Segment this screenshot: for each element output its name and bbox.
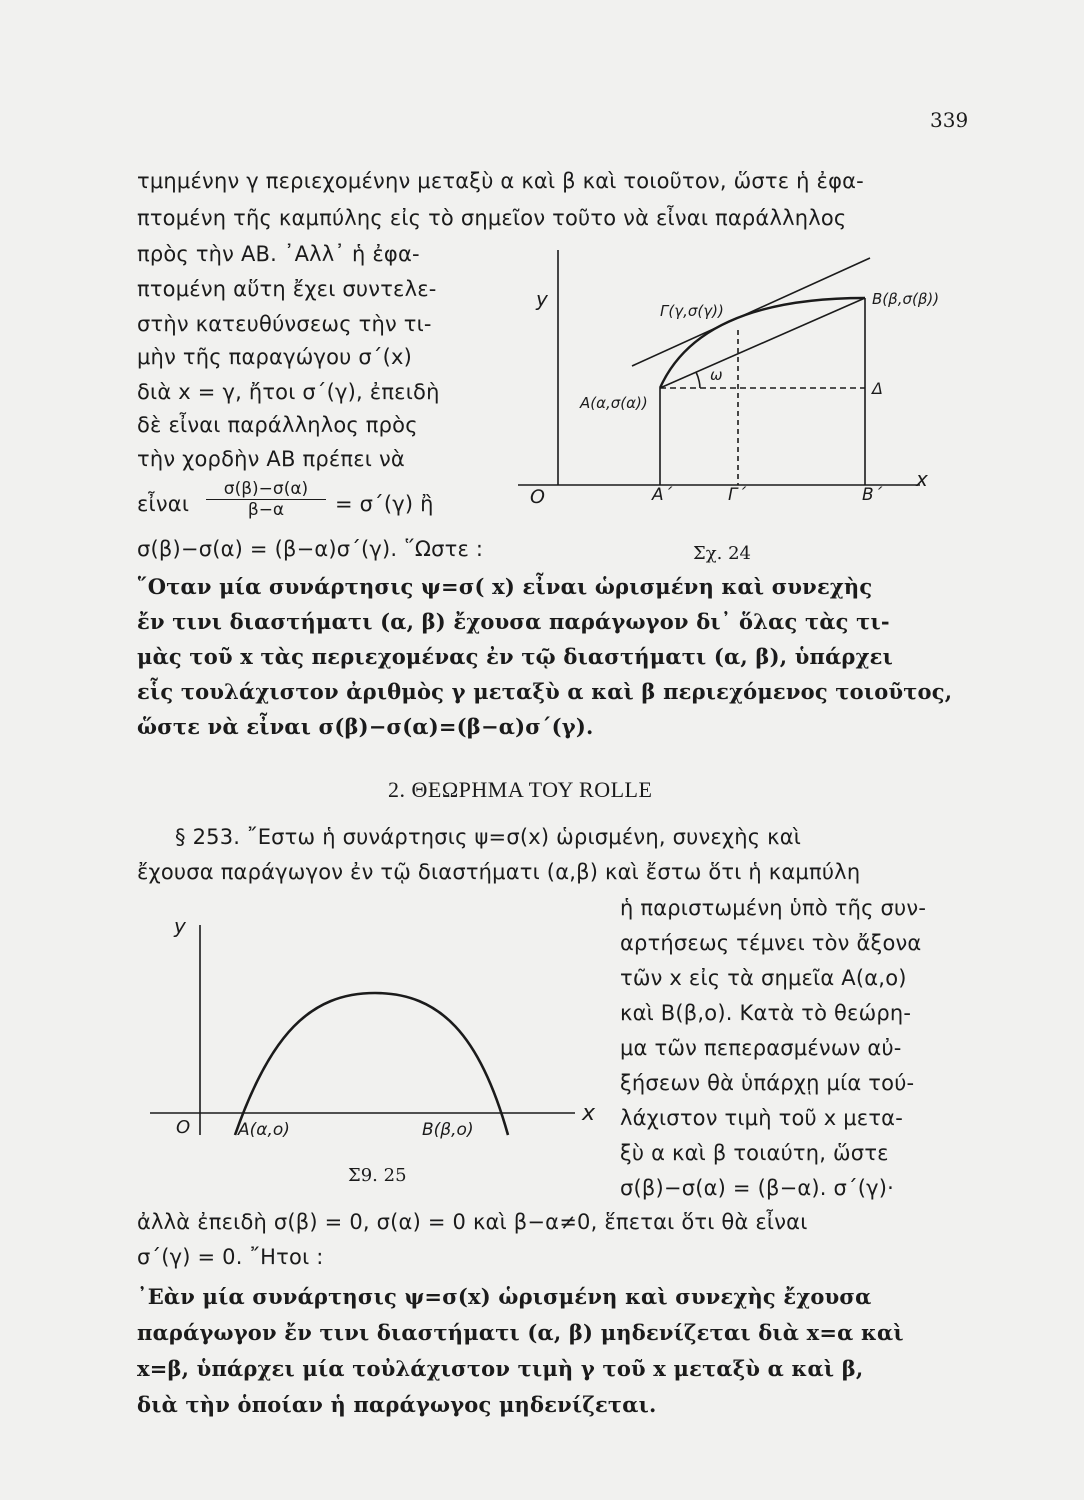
equation-rhs: = σ΄(γ) ἢ [335,492,434,516]
fig24-o-label: O [530,486,545,508]
theorem1-line-2: ἔν τινι διαστήματι (α, β) ἔχουσα παράγωγον δι᾿ ὅλας τὰς τι- [137,609,890,634]
para1-line-4: πτομένη αὕτη ἔχει συντελε- [137,277,437,301]
para2-right-line-7: λάχιστον τιμὴ τοῦ x μετα- [620,1106,904,1130]
para2-line-2: ἔχουσα παράγωγον ἐν τῷ διαστήματι (α,β) καὶ ἔστω ὅτι ἡ καμπύλη [137,860,861,884]
equation-line: σ(β)−σ(α) = (β−α)σ΄(γ). ῞Ωστε : [137,537,484,561]
theorem2-line-3: x=β, ὑπάρχει μία τοὐλάχιστον τιμὴ γ τοῦ x μεταξὺ α καὶ β, [137,1356,864,1381]
para2-right-line-5: μα τῶν πεπερασμένων αὐ- [620,1036,902,1060]
fig24-point-g-label: Γ(γ,σ(γ)) [660,302,724,320]
fig24-b-prime-label: Β΄ [862,485,883,505]
para1-line-5: στὴν κατευθύνσεως τὴν τι- [137,312,432,336]
fig25-x-label: x [582,1101,596,1126]
einai-word: εἶναι [137,492,190,516]
figure-25 [150,905,610,1150]
para2-right-line-6: ξήσεων θὰ ὑπάρχῃ μία τού- [620,1071,915,1095]
para1-line-2: πτομένη τῆς καμπύλης εἰς τὸ σημεῖον τοῦτο νὰ εἶναι παράλληλος [137,206,847,230]
fraction-numerator: σ(β)−σ(α) [206,479,326,500]
para2-right-line-2: αρτήσεως τέμνει τὸν ἄξονα [620,931,922,955]
fraction-denominator: β−α [247,500,285,520]
theorem2-line-1: ᾿Εὰν μία συνάρτησις ψ=σ(x) ὡρισμένη καὶ συνεχὴς ἔχουσα [137,1284,872,1309]
para2-right-line-8: ξὺ α καὶ β τοιαύτη, ὥστε [620,1141,889,1165]
fig25-o-label: O [176,1117,191,1138]
fig25-caption: Σ9. 25 [348,1165,407,1186]
fig24-point-a-label: Α(α,σ(α)) [580,394,648,412]
para2-right-line-9: σ(β)−σ(α) = (β−α). σ΄(γ)· [620,1176,895,1200]
para2-right-line-3: τῶν x εἰς τὰ σημεῖα Α(α,ο) [620,966,907,990]
fig24-x-label: x [916,467,928,491]
para1-line-7: διὰ x = γ, ἤτοι σ΄(γ), ἐπειδὴ [137,380,440,404]
section-heading: 2. ΘΕΩΡΗΜΑ ΤΟΥ ROLLE [388,777,653,802]
theorem1-line-3: μὰς τοῦ x τὰς περιεχομένας ἐν τῷ διαστήματι (α, β), ὑπάρχει [137,644,893,669]
para1-line-8: δὲ εἶναι παράλληλος πρὸς [137,413,418,437]
para2-right-line-1: ἡ παριστωμένη ὑπὸ τῆς συν- [620,896,927,920]
fig24-g-prime-label: Γ΄ [728,485,746,505]
para1-line-1: τμημένην γ περιεχομένην μεταξὺ α καὶ β καὶ τοιοῦτον, ὥστε ἡ ἐφα- [137,169,864,193]
figure-24 [500,238,980,513]
fig25-point-a-label: Α(α,ο) [238,1120,290,1140]
fig24-omega-arc [696,372,700,388]
para2-end-line-2: σ΄(γ) = 0. ῎Ητοι : [137,1245,324,1269]
page-number: 339 [930,108,969,132]
theorem2-line-4: διὰ τὴν ὁποίαν ἡ παράγωγος μηδενίζεται. [137,1392,657,1417]
fig25-y-label: y [174,914,186,938]
fig25-point-b-label: Β(β,ο) [422,1120,474,1140]
fig24-a-prime-label: Α΄ [652,485,673,505]
fig24-omega-label: ω [710,366,723,384]
para1-line-9: τὴν χορδὴν ΑΒ πρέπει νὰ [137,447,405,471]
para1-line-6: μὴν τῆς παραγώγου σ΄(x) [137,345,413,369]
para2-line-1: § 253. ῎Εστω ἡ συνάρτησις ψ=σ(x) ὡρισμένη, συνεχὴς καὶ [175,825,802,849]
fig24-y-label: y [536,287,548,311]
theorem1-line-5: ὥστε νὰ εἶναι σ(β)−σ(α)=(β−α)σ΄(γ). [137,714,594,739]
fig24-delta-label: Δ [872,379,883,398]
para1-line-3: πρὸς τὴν ΑΒ. ᾿Αλλ᾿ ἡ ἐφα- [137,242,420,266]
fraction [206,479,326,520]
theorem1-line-1: ῞Οταν μία συνάρτησις ψ=σ( x) εἶναι ὡρισμένη καὶ συνεχὴς [137,574,873,599]
para2-right-line-4: καὶ Β(β,ο). Κατὰ τὸ θεώρη- [620,1001,912,1025]
theorem2-line-2: παράγωγον ἔν τινι διαστήματι (α, β) μηδενίζεται διὰ x=α καὶ [137,1320,904,1345]
theorem1-line-4: εἷς τουλάχιστον ἀριθμὸς γ μεταξὺ α καὶ β περιεχόμενος τοιοῦτος, [137,679,953,704]
para2-end-line-1: ἀλλὰ ἐπειδὴ σ(β) = 0, σ(α) = 0 καὶ β−α≠0, ἕπεται ὅτι θὰ εἶναι [137,1210,808,1234]
fig24-caption: Σχ. 24 [693,543,751,564]
fig24-point-b-label: Β(β,σ(β)) [872,290,940,308]
